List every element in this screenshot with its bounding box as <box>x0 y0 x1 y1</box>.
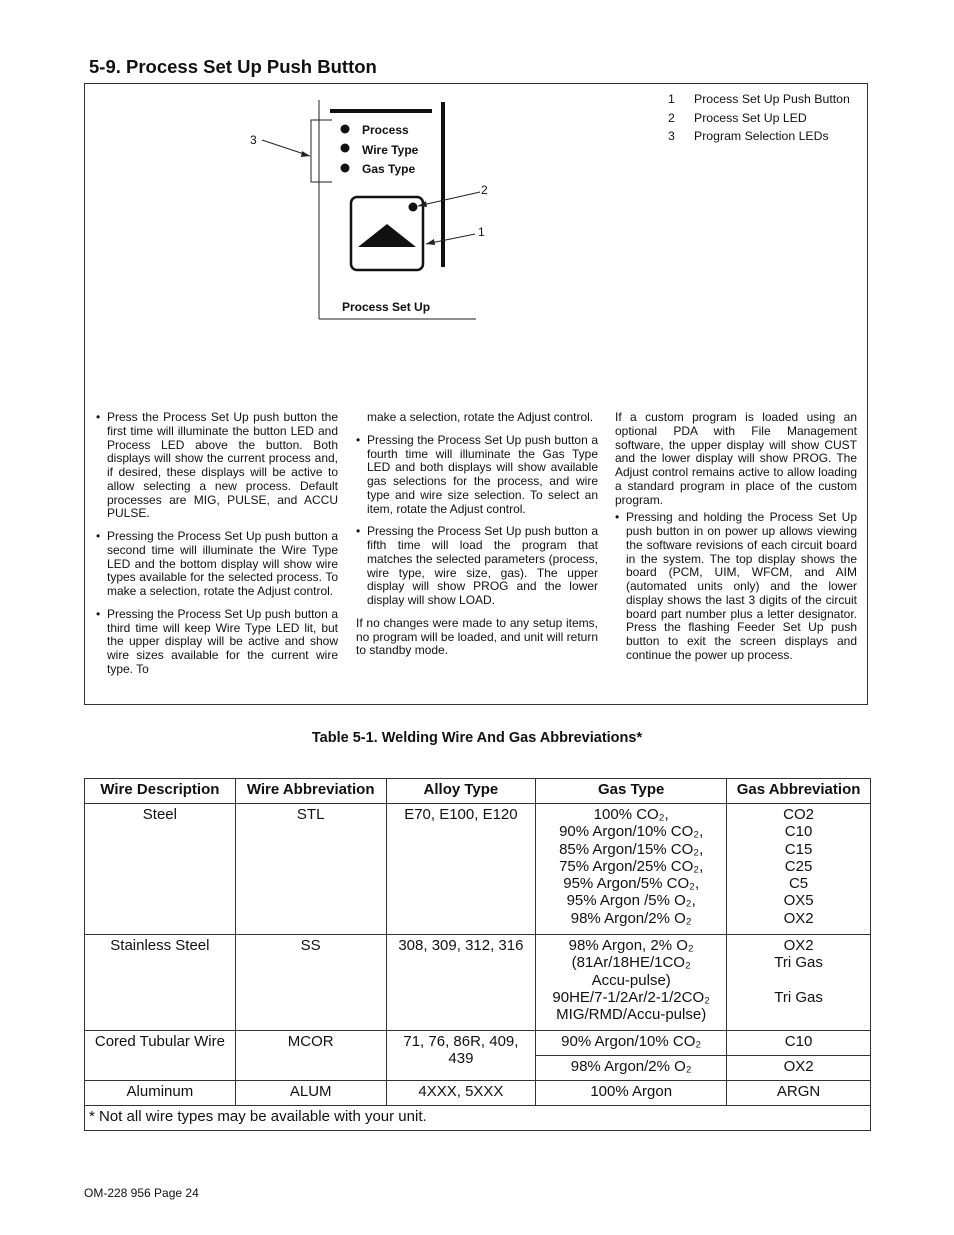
wire-description: Steel <box>85 804 236 935</box>
text-column-3 <box>615 411 857 672</box>
wire-description: Stainless Steel <box>85 935 236 1031</box>
gas-type-led-label: Gas Type <box>362 162 416 176</box>
page-footer: OM-228 956 Page 24 <box>84 1186 199 1200</box>
legend-item: 3 Program Selection LEDs <box>668 129 829 144</box>
process-led <box>341 125 350 134</box>
bullet-item: • Pressing the Process Set Up push button a second time will illuminate the Wire Type LED and the bottom display will show wire types available for the selected process. To make a selection, rotate the Adjust control. <box>96 530 338 599</box>
led-bracket <box>311 120 332 182</box>
table-row <box>85 935 871 1031</box>
text-column-2 <box>356 411 598 667</box>
gas-type: 100% Argon <box>536 1081 727 1106</box>
gas-abbreviation: OX2 Tri Gas Tri Gas <box>727 935 871 1031</box>
paragraph: make a selection, rotate the Adjust control. <box>367 410 594 424</box>
bullet-item: • Press the Process Set Up push button the first time will illuminate the button LED and Process LED above the button. Both displays will show the current process and, if desired, these displays will be active to allow selecting a new process. Default processes are MIG, PULSE, and ACCU PULSE. <box>96 411 338 521</box>
table-row <box>85 804 871 935</box>
bullet-item: • Pressing and holding the Process Set Up push button in on power up allows viewing the software revisions of each circuit board in the system. The top display shows the board (PCM, UIM, WFCM, and AIM (automated units only) and the lower display shows the last 3 digits of the circuit board part number plus a letter designator. Press the flashing Feeder Set Up push button to exit the screen displays and continue the power up process. <box>615 511 857 662</box>
wire-description: Aluminum <box>85 1081 236 1106</box>
process-setup-led <box>409 203 418 212</box>
wire-description: Cored Tubular Wire <box>85 1031 236 1081</box>
bullet-item: • Pressing the Process Set Up push button a fifth time will load the program that matches the selected parameters (process, wire type, wire size, gas). The upper display will show PROG and the lower display will show LOAD. <box>356 525 598 608</box>
gas-type: 98% Argon/2% O₂ <box>536 1056 727 1081</box>
alloy-type: E70, E100, E120 <box>386 804 536 935</box>
callout-2: 2 <box>481 183 488 197</box>
wire-abbreviation: SS <box>235 935 386 1031</box>
callout-3: 3 <box>250 133 257 147</box>
column-header: Gas Abbreviation <box>727 779 871 804</box>
figure-legend <box>668 90 850 146</box>
column-header: Gas Type <box>536 779 727 804</box>
wire-abbreviation: STL <box>235 804 386 935</box>
panel-label: Process Set Up <box>342 300 431 314</box>
abbreviations-table <box>84 778 871 1131</box>
gas-type-led <box>341 164 350 173</box>
gas-abbreviation: CO2 C10 C15 C25 C5 OX5 OX2 <box>727 804 871 935</box>
process-led-label: Process <box>362 123 409 137</box>
gas-type: 90% Argon/10% CO₂ <box>536 1031 727 1056</box>
column-header: Alloy Type <box>386 779 536 804</box>
bullet-item: • Pressing the Process Set Up push button a third time will keep Wire Type LED lit, but the upper display will be active and show wire sizes available for the current wire type. To <box>96 608 338 677</box>
gas-type: 100% CO₂, 90% Argon/10% CO₂, 85% Argon/15% CO₂, 75% Argon/25% CO₂, 95% Argon/5% CO₂, 95% Argon /5% O₂, 98% Argon/2% O₂ <box>536 804 727 935</box>
wire-abbreviation: ALUM <box>235 1081 386 1106</box>
gas-abbreviation: C10 <box>727 1031 871 1056</box>
gas-type: 98% Argon, 2% O₂ (81Ar/18HE/1CO₂ Accu-pulse) 90HE/7-1/2Ar/2-1/2CO₂ MIG/RMD/Accu-pulse) <box>536 935 727 1031</box>
section-title: 5-9. Process Set Up Push Button <box>89 56 377 77</box>
table-title: Table 5-1. Welding Wire And Gas Abbreviations* <box>311 730 643 746</box>
alloy-type: 308, 309, 312, 316 <box>386 935 536 1031</box>
text-column-1 <box>96 411 338 686</box>
leader-2 <box>418 192 480 206</box>
wire-type-led <box>341 144 350 153</box>
table-header-row <box>85 779 871 804</box>
gas-abbreviation: OX2 <box>727 1056 871 1081</box>
wire-type-led-label: Wire Type <box>362 143 419 157</box>
alloy-type: 71, 76, 86R, 409, 439 <box>386 1031 536 1081</box>
alloy-type: 4XXX, 5XXX <box>386 1081 536 1106</box>
table-footnote: * Not all wire types may be available with your unit. <box>85 1106 871 1131</box>
paragraph: If a custom program is loaded using an optional PDA with File Management software, the upper display will show CUST and the lower display will show PROG. The Adjust control remains active to allow loading a standard program in place of the custom program. <box>615 410 857 507</box>
table-row <box>85 1031 871 1056</box>
callout-1: 1 <box>478 225 485 239</box>
bullet-item: • Pressing the Process Set Up push button a fourth time will illuminate the Gas Type LED and both displays will show available gas selections for the process, and wire type and wire size selection. To select an item, rotate the Adjust control. <box>356 434 598 517</box>
table-footnote-row <box>85 1106 871 1131</box>
column-header: Wire Description <box>85 779 236 804</box>
gas-abbreviation: ARGN <box>727 1081 871 1106</box>
wire-abbreviation: MCOR <box>235 1031 386 1081</box>
paragraph: If no changes were made to any setup items, no program will be loaded, and unit will return to standby mode. <box>356 615 598 658</box>
column-header: Wire Abbreviation <box>235 779 386 804</box>
legend-item: 2 Process Set Up LED <box>668 110 807 125</box>
legend-item: 1 Process Set Up Push Button <box>668 92 850 106</box>
table-row <box>85 1081 871 1106</box>
